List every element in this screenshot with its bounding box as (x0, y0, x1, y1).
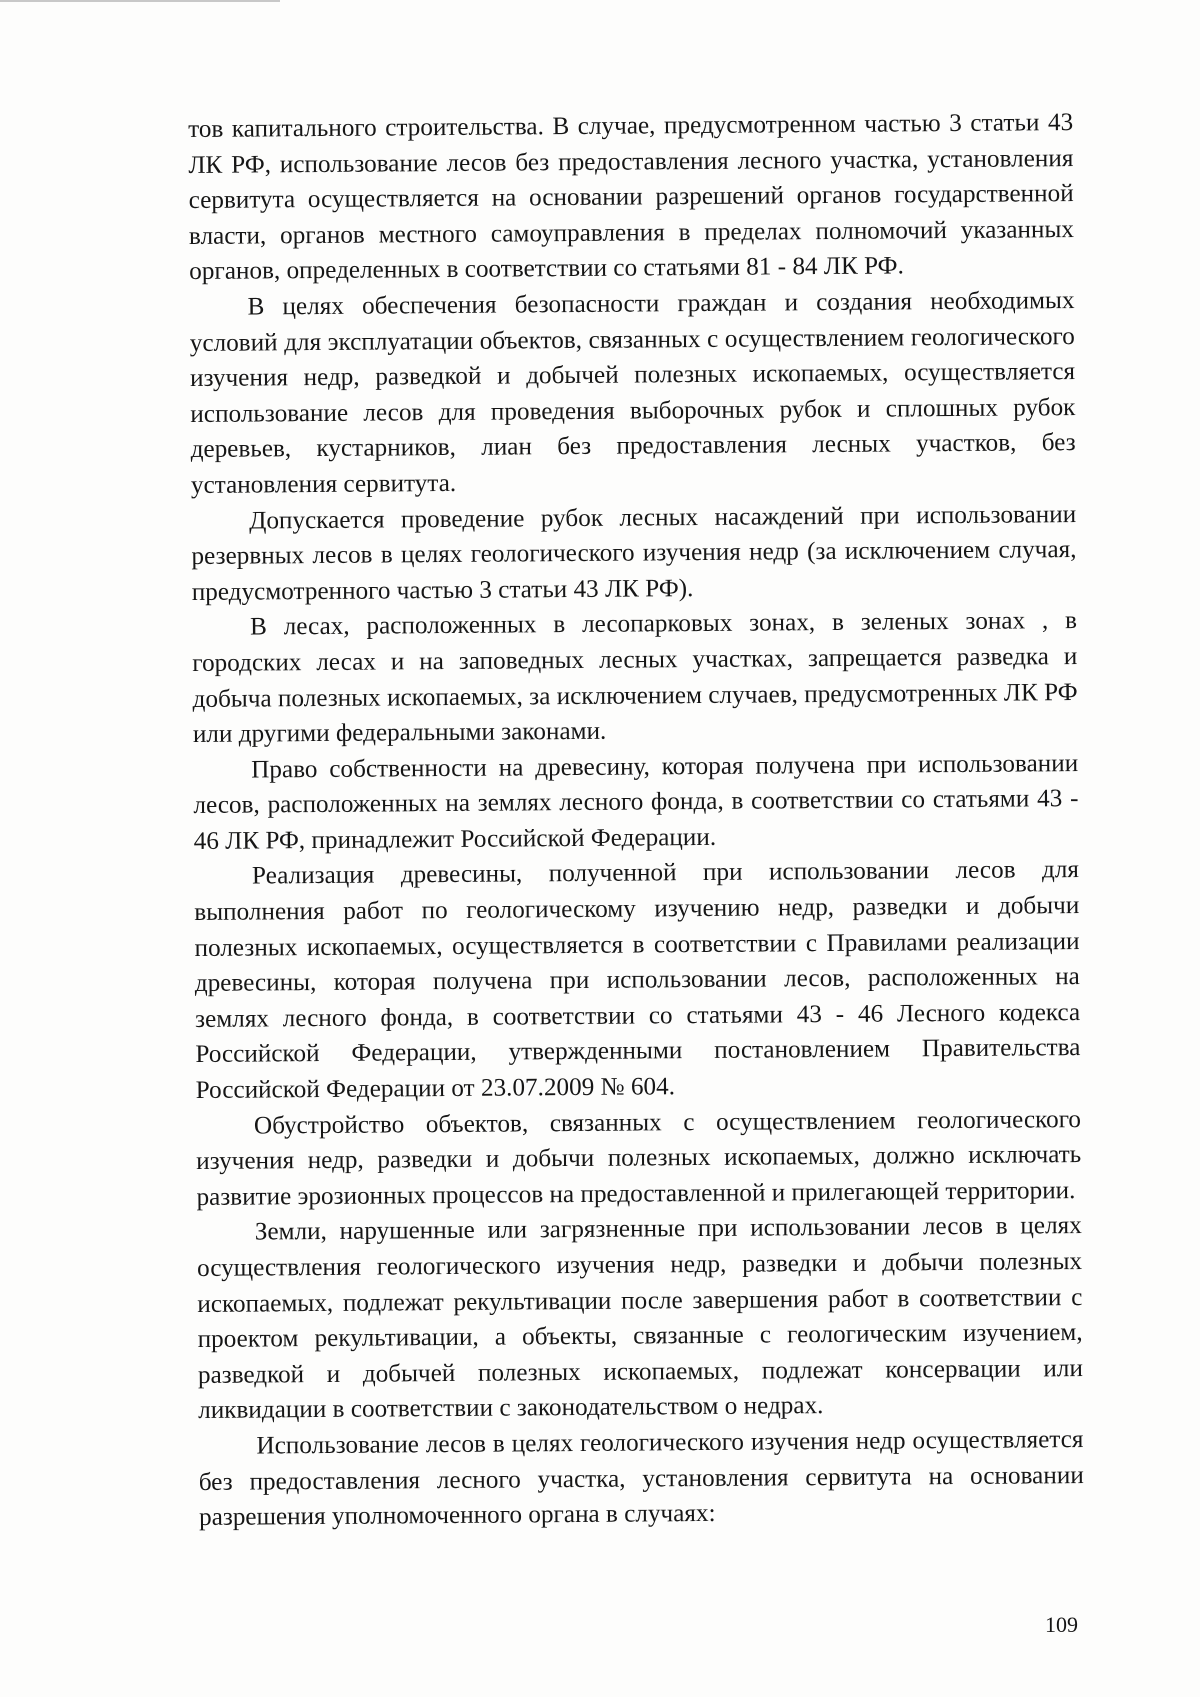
paragraph-reserve-forests: Допускается проведение рубок лесных насаждений при использовании резервных лесов в целях геологического изучения недр (за исключением случая, предусмотренного частью 3 статьи 43 ЛК РФ). (191, 500, 1077, 606)
paragraph-wood-sale: Реализация древесины, полученной при использовании лесов для выполнения работ по геологическому изучению недр, разведки и добычи полезных ископаемых, осуществляется в соответствии с Правилами реализации древесины, которая получена при использовании лесов, расположенных на землях лесного фонда, в соответствии со статьями 43 - 46 Лесного кодекса Российской Федерации, утвержденными постановлением Правительства Российской Федерации от 23.07.2009 № 604. (194, 856, 1081, 1105)
paragraph-prohibited-zones: В лесах, расположенных в лесопарковых зонах, в зеленых зонах , в городских лесах и на заповедных лесных участках, запрещается разведка и добыча полезных ископаемых, за исключением случаев, предусмотренных ЛК РФ или другими федеральными законами. (192, 607, 1078, 749)
paragraph-erosion: Обустройство объектов, связанных с осуществлением геологического изучения недр, разведки и добычи полезных ископаемых, должно исключать развитие эрозионных процессов на предоставленной и прилегающей территории. (196, 1105, 1082, 1211)
page-number: 109 (1045, 1612, 1078, 1637)
paragraph-permission-cases: Использование лесов в целях геологического изучения недр осуществляется без предоставления лесного участка, установления сервитута на основании разрешения уполномоченного органа в случаях: (198, 1425, 1084, 1532)
body-text (188, 105, 1084, 1536)
paragraph-recultivation: Земли, нарушенные или загрязненные при использовании лесов в целях осуществления геологического изучения недр, разведки и добычи полезных ископаемых, подлежат рекультивации после завершения работ в соответствии с проектом рекультивации, а объекты, связанные с геологическим изучением, разведкой и добычей полезных ископаемых, подлежат консервации или ликвидации в соответствии с законодательством о недрах. (196, 1212, 1084, 1425)
paragraph-safety-felling: В целях обеспечения безопасности граждан и создания необходимых условий для эксплуатации объектов, связанных с осуществлением геологического изучения недр, разведкой и добычей полезных ископаемых, осуществляется использование лесов для проведения выборочных рубок и сплошных рубок деревьев, кустарников, лиан без предоставления лесных участков, без установления сервитута. (189, 287, 1076, 499)
paragraph-continuation: тов капитального строительства. В случае, предусмотренном частью 3 статьи 43 ЛК РФ, использование лесов без предоставления лесного участка, установления сервитута осуществляется на основании разрешений органов государственной власти, органов местного самоуправления в пределах полномочий указанных органов, определенных в соответствии со статьями 81 - 84 ЛК РФ. (188, 109, 1075, 286)
paragraph-wood-ownership: Право собственности на древесину, которая получена при использовании лесов, расположенных на землях лесного фонда, в соответствии со статьями 43 - 46 ЛК РФ, принадлежит Российской Федерации. (193, 749, 1079, 855)
scan-artifact-line (0, 0, 280, 2)
